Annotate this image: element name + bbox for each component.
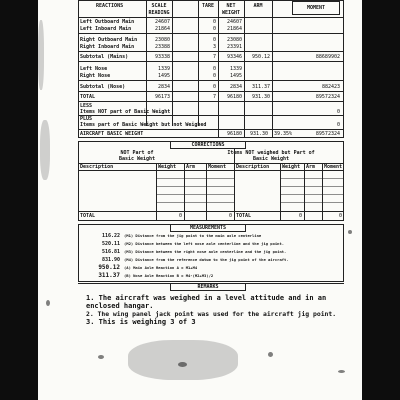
row-tare: 0 [212,66,216,72]
header-reactions: REACTIONS [96,3,124,9]
corr-right-total-moment: 0 [338,213,342,219]
row-net: 24607 [226,19,242,25]
weighing-record-page [38,0,362,400]
corrections-title: CORRECTIONS [191,142,225,148]
basic-weight-moment: 89572324 [315,131,340,137]
header-moment: MOMENT [306,5,326,11]
corr-col-sep [304,163,305,221]
row-reading: 93338 [154,54,170,60]
row-moment: 882423 [321,84,340,90]
corr-grid-rule [156,194,234,195]
remarks-rule [78,283,344,284]
row-rule [78,33,344,34]
row-label: Right Nose [80,73,111,79]
corr-col-moment: Moment [324,164,343,170]
row-net: 2834 [229,84,242,90]
row-rule [78,80,344,81]
corr-left-total-weight: 0 [178,213,182,219]
less-value: 0 [336,109,340,115]
row-rule [78,115,344,116]
scan-speck [98,355,104,359]
row-arm: 931.30 [251,94,270,100]
row-net: 96180 [226,94,242,100]
corr-right-total-label: TOTAL [236,213,252,219]
corr-grid-rule [280,178,344,179]
measurement-value: 516.81 [101,249,120,255]
remark-line: 3. This is weighing 3 of 3 [86,318,196,326]
row-arm: 950.12 [251,54,270,60]
plus-items: Items part of Basic Weight but not Weighed [80,122,207,128]
header-rule [78,17,344,18]
row-label: Left Inboard Main [80,26,132,32]
row-tare: 3 [212,44,216,50]
basic-weight-arm2: 39.35% [273,131,292,137]
row-label: Right Outboard Main [80,37,138,43]
row-moment: 89572324 [315,94,340,100]
row-label-total: TOTAL [80,94,96,100]
corrections-left-title: NOT Part of [120,150,154,156]
row-rule [78,101,344,102]
header-net: NET [226,3,236,9]
corr-col-sep [184,163,185,221]
measurement-value: 950.12 [98,264,120,271]
measurement-text: (M3) Distance between the right nose axle centerline and the jig point. [124,249,287,254]
less-items: Items NOT part of Basic Weight [80,109,171,115]
remarks-title: REMARKS [197,284,219,290]
corr-col-arm: Arm [306,164,316,170]
row-reading: 24607 [154,19,170,25]
header-arm: ARM [253,3,263,9]
row-net: 21864 [226,26,242,32]
row-tare: 0 [212,26,216,32]
col-sep [244,0,245,138]
scan-speck [268,352,273,357]
plus-label: PLUS [80,116,93,122]
row-reading: 21864 [154,26,170,32]
corr-col-arm: Arm [186,164,196,170]
row-rule [78,51,344,52]
row-tare: 7 [212,54,216,60]
corr-left-total-label: TOTAL [80,213,96,219]
corr-grid-rule [156,178,234,179]
col-sep [172,0,173,126]
corr-right-total-weight: 0 [298,213,302,219]
row-tare: 0 [212,84,216,90]
corrections-total-rule [78,211,344,212]
scan-smudge [128,340,238,380]
row-rule [78,61,344,62]
row-reading: 2834 [157,84,170,90]
scan-speck [338,370,345,373]
measurement-value: 831.90 [101,257,120,263]
less-label: LESS [80,103,93,109]
corr-col-weight: Weight [158,164,177,170]
scan-speck [178,362,187,367]
basic-weight-net: 96180 [226,131,242,137]
scan-smudge [38,20,44,90]
col-sep [272,0,273,138]
row-reading: 23388 [154,44,170,50]
row-label: Subtotal (Mains) [80,54,129,60]
scan-border-left [0,0,38,400]
corr-grid-rule [280,202,344,203]
row-net: 1339 [229,66,242,72]
row-label: Left Outboard Main [80,19,135,25]
corr-grid-rule [280,194,344,195]
remark-line: enclosed hangar. [86,302,154,310]
measurement-value: 520.11 [101,241,120,247]
row-arm: 311.37 [251,84,270,90]
corr-grid-rule [156,202,234,203]
measurement-text: (B) Nose Axle Reaction B = M4-(M2+M3)/2 [124,273,214,278]
measurement-text: (A) Main Axle Reaction A = M1+M4 [124,265,198,270]
basic-weight-label: AIRCRAFT BASIC WEIGHT [80,131,144,137]
row-net: 1495 [229,73,242,79]
row-rule [78,129,344,130]
row-tare: 0 [212,19,216,25]
row-tare: 0 [212,73,216,79]
corr-col-description: Description [236,164,270,170]
row-net: 93346 [226,54,242,60]
remark-line: 2. The wing panel jack point was used for the aircraft jig point. [86,310,337,318]
corrections-right-title: Items NOT weighed but Part of [227,150,315,156]
measurement-text: (M1) Distance from the jig point to the main axle centerline [124,233,262,238]
plus-value: 0 [336,122,340,128]
remark-line: 1. The aircraft was weighed in a level attitude and in an [86,294,327,302]
row-label: Subtotal (Nose) [80,84,126,90]
measurements-title: MEASUREMENTS [189,225,227,231]
row-label: Right Inboard Main [80,44,135,50]
row-moment: 88689902 [315,54,340,60]
header-reading: READING [148,10,170,16]
basic-weight-arm: 931.30 [249,131,268,137]
row-reading: 1495 [157,73,170,79]
row-net: 23391 [226,44,242,50]
row-label: Left Nose [80,66,108,72]
corrections-right-subtitle: Basic Weight [252,156,290,162]
measurement-text: (M2) Distance between the left nose axle centerline and the jig point. [124,241,285,246]
corr-col-weight: Weight [282,164,301,170]
row-reading: 1339 [157,66,170,72]
scan-speck [46,300,50,306]
corr-left-total-moment: 0 [228,213,232,219]
scan-smudge [40,120,50,180]
header-weight: WEIGHT [221,10,241,16]
corr-grid-rule [156,186,234,187]
measurement-value: 311.37 [98,272,120,279]
measurement-value: 116.22 [101,233,120,239]
corr-col-moment: Moment [208,164,227,170]
row-net: 23080 [226,37,242,43]
corrections-left-subtitle: Basic Weight [118,156,156,162]
scan-border-right [362,0,400,400]
corr-col-description: Description [80,164,114,170]
row-rule [78,91,344,92]
row-tare: 0 [212,37,216,43]
scan-speck [348,230,352,234]
row-reading: 23080 [154,37,170,43]
header-tare: TARE [201,3,215,9]
measurement-text: (M4) Distance from the reference datum to the jig point of the aircraft. [124,257,289,262]
header-scale: SCALE [151,3,167,9]
row-reading: 96173 [154,94,170,100]
row-tare: 7 [212,94,216,100]
corr-grid-rule [280,186,344,187]
